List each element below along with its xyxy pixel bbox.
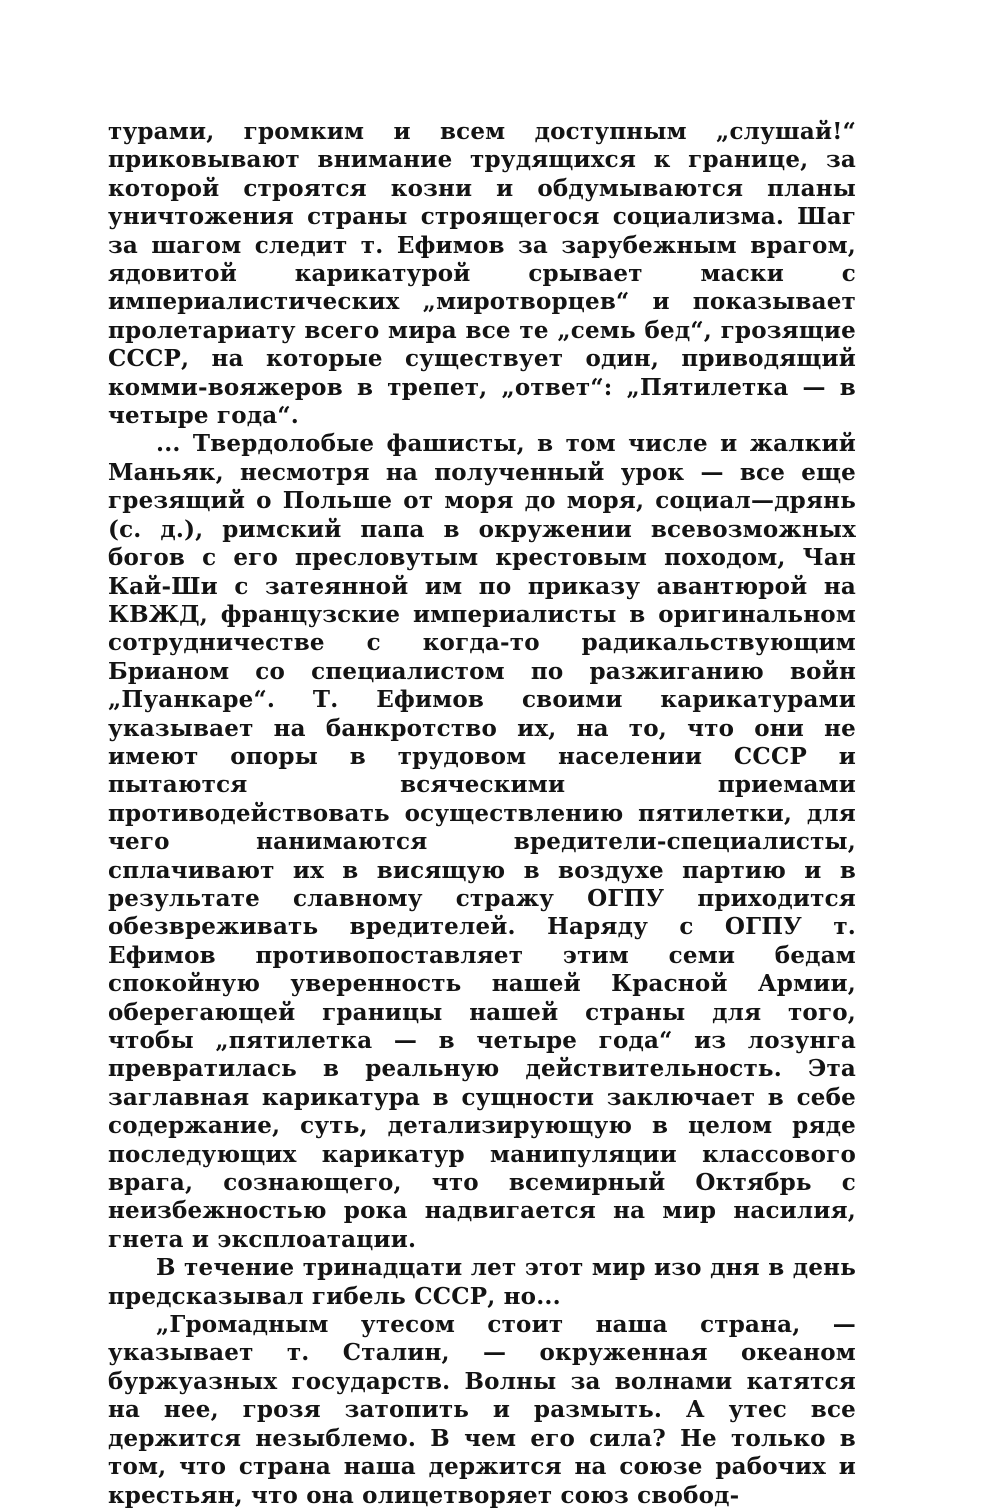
paragraph-stalin-quote: „Громадным утесом стоит наша страна, — указывает т. Сталин, — окруженная океаном буржуазных государств. Волны за волнами катятся на нее, грозя затопить и размыть. А утес все держится незыблемо. В чем его сила? Не только в том, что страна наша держится на союзе рабочих и крестьян, что она олицетворяет союз свобод- [108,1311,856,1509]
paragraph-continuation: турами, громким и всем доступным „слушай!“ приковывают внимание трудящихся к границе, за которой строятся козни и обдумываются планы уничтожения страны строящегося социализма. Шаг за шагом следит т. Ефимов за зарубежным врагом, ядовитой карикатурой срывает маски с империалистических „миротворцев“ и показывает пролетариату всего мира все те „семь бед“, грозящие СССР, на которые существует один, приводящий комми-вояжеров в трепет, „ответ“: „Пятилетка — в четыре года“. [108,118,856,430]
paragraph-enemies: ... Твердолобые фашисты, в том числе и жалкий Маньяк, несмотря на полученный урок — все еще грезящий о Польше от моря до моря, социал—дрянь (с. д.), римский папа в окружении всевозможных богов с его пресловутым крестовым походом, Чан Кай-Ши с затеянной им по приказу авантюрой на КВЖД, французские империалисты в оригинальном сотрудничестве с когда-то радикальствующим Брианом со специалистом по разжиганию войн „Пуанкаре“. Т. Ефимов своими карикатурами указывает на банкротство их, на то, что они не имеют опоры в трудовом населении СССР и пытаются всяческими приемами противодействовать осуществлению пятилетки, для чего нанимаются вредители-специалисты, сплачивают их в висящую в воздухе партию и в результате славному стражу ОГПУ приходится обезвреживать вредителей. Наряду с ОГПУ т. Ефимов противопоставляет этим семи бедам спокойную уверенность нашей Красной Армии, оберегающей границы нашей страны для того, чтобы „пятилетка — в четыре года“ из лозунга превратилась в реальную действительность. Эта заглавная карикатура в сущности заключает в себе содержание, суть, детализирующую в целом ряде последующих карикатур манипуляции классового врага, сознающего, что всемирный Октябрь с неизбежностью рока надвигается на мир насилия, гнета и эксплоатации. [108,430,856,1253]
paragraph-thirteen-years: В течение тринадцати лет этот мир изо дня в день предсказывал гибель СССР, но... [108,1254,856,1310]
document-page [108,118,856,1510]
